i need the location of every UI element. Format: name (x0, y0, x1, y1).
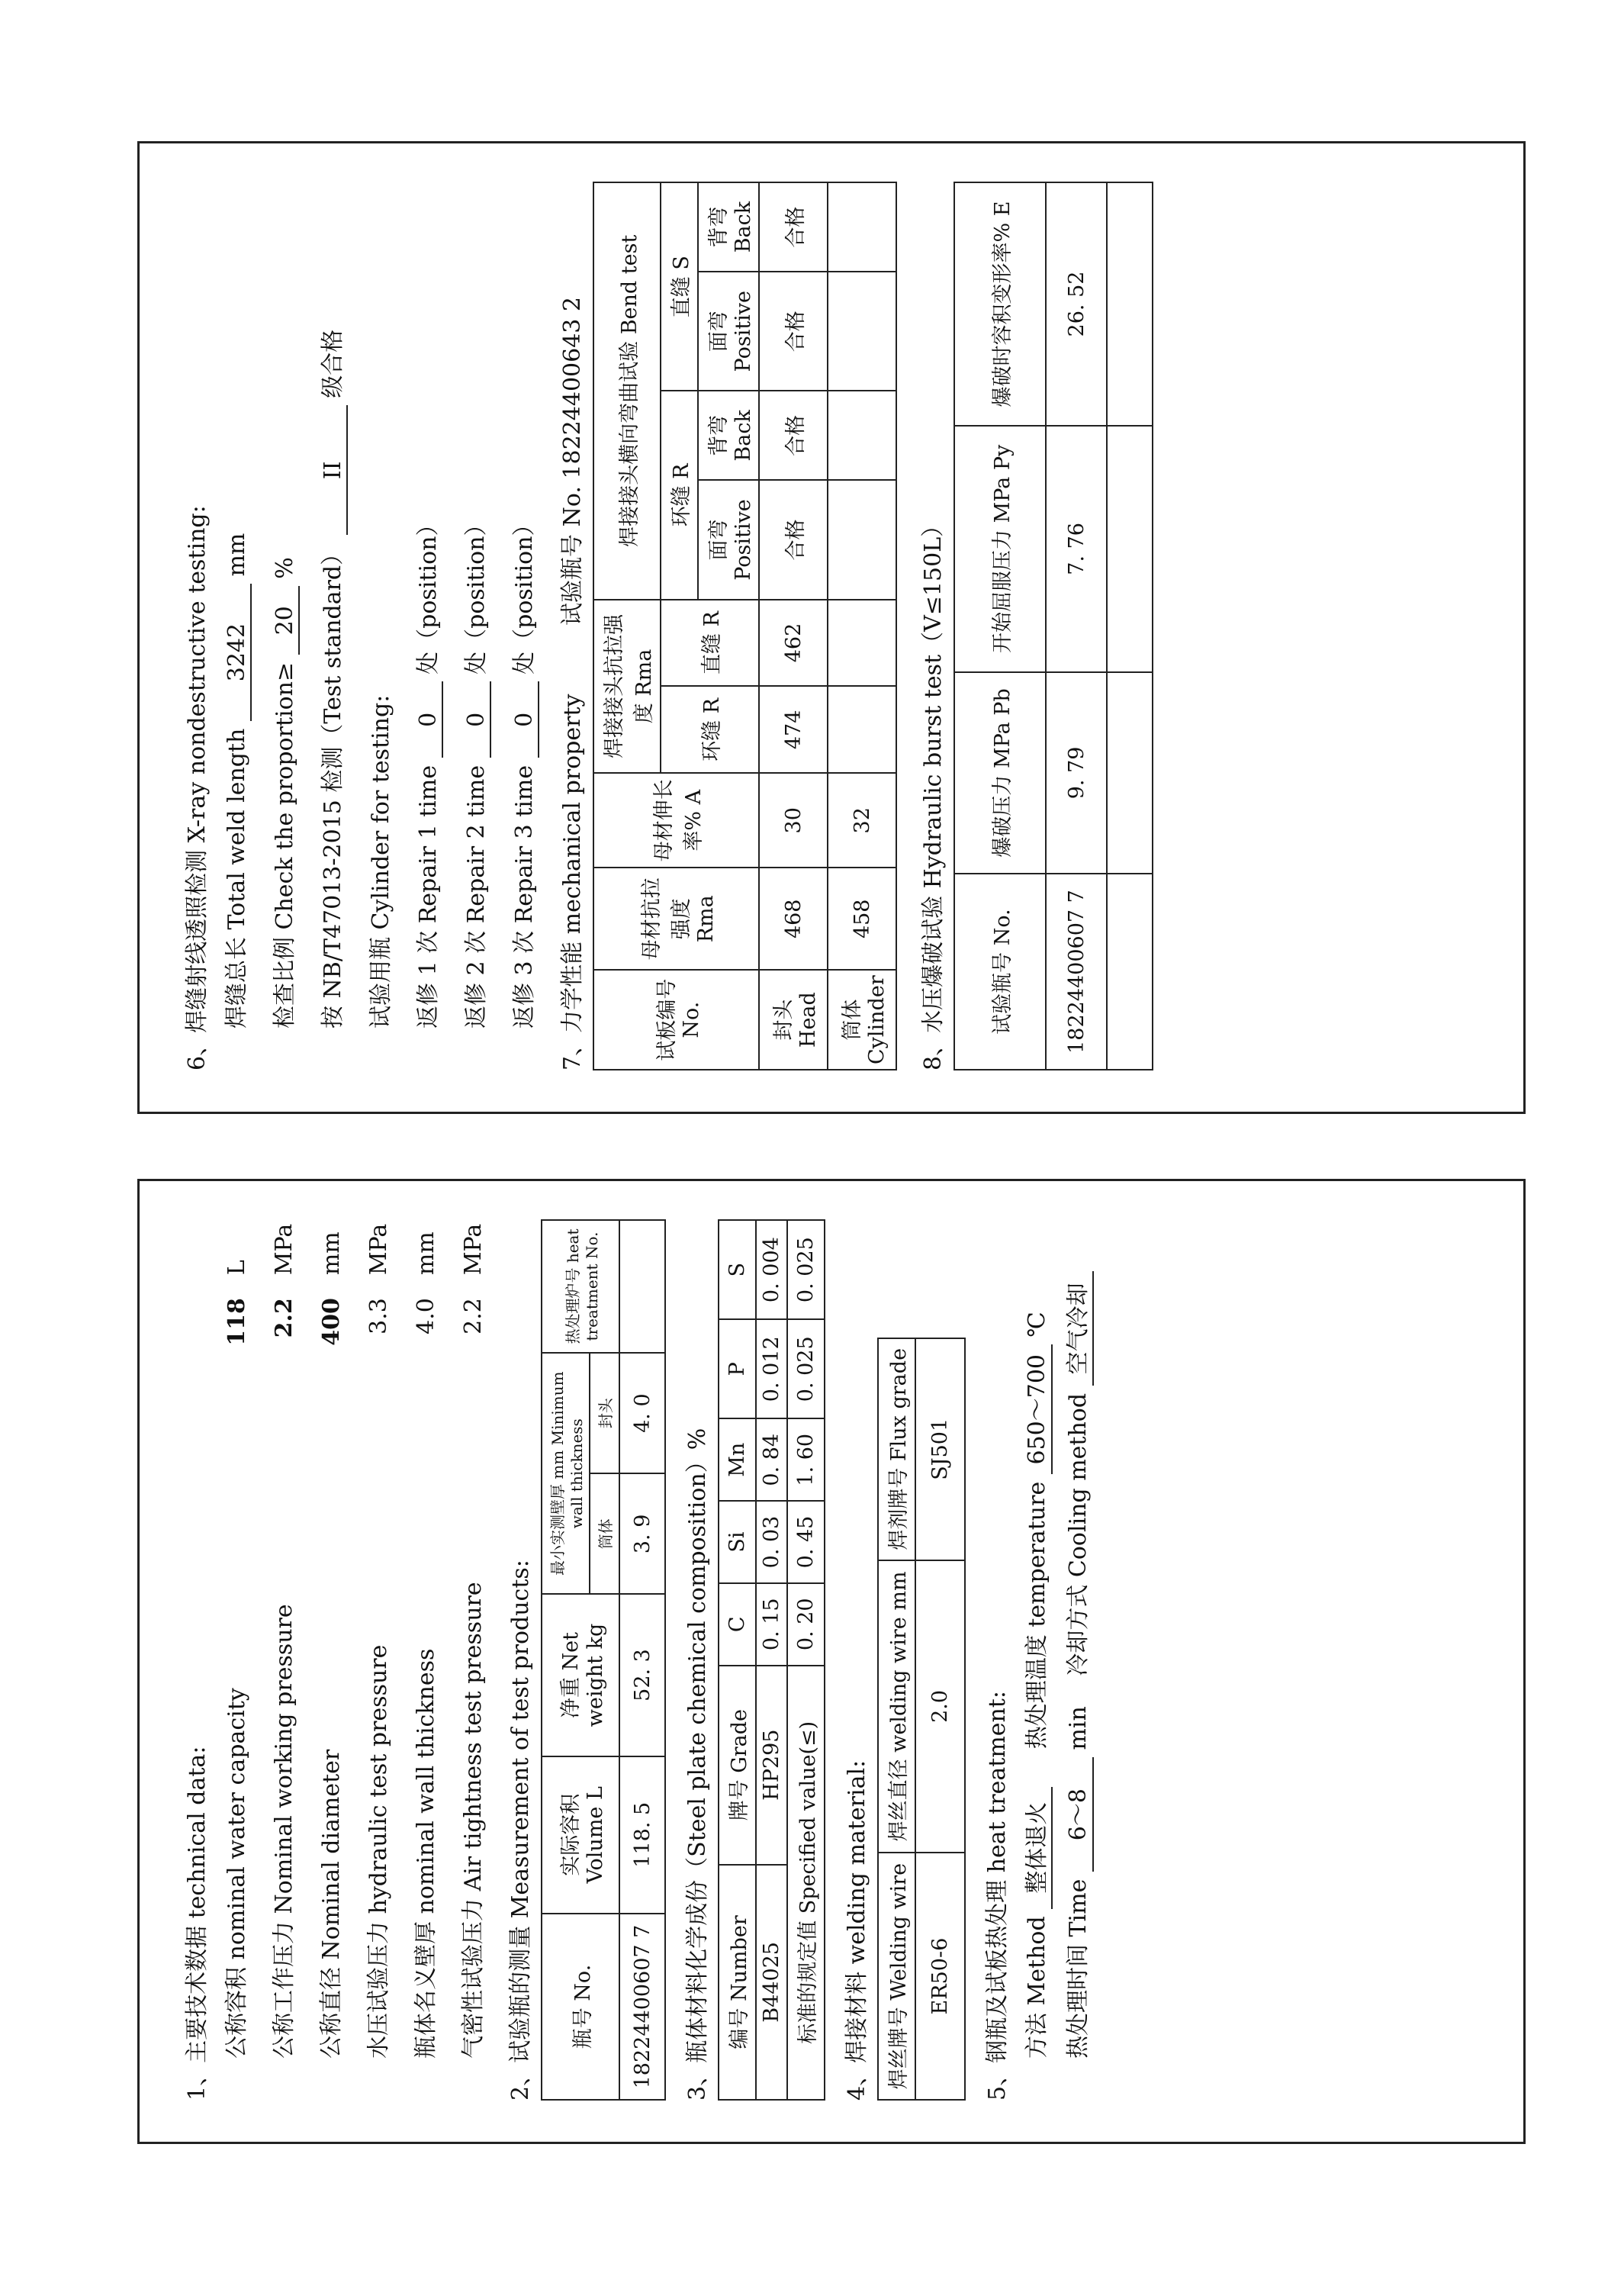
tech-item (312, 1219, 346, 2059)
header-welding-wire: 焊丝牌号 Welding wire (878, 1853, 915, 2100)
header-yield-pressure: 开始屈服压力 MPa Py (954, 426, 1046, 672)
section-5-title: 5、钢瓶及试板热处理 heat treatment: (984, 1691, 1011, 2101)
weld-length-label: 焊缝总长 Total weld length (224, 728, 250, 1029)
tech-item (407, 1219, 440, 2059)
tech-item-unit: MPa (365, 1223, 392, 1276)
test-cylinder-no: 试验瓶号 No. 18224400643 2 (559, 296, 586, 626)
header-flux-grade: 焊剂牌号 Flux grade (878, 1338, 915, 1560)
cell-rma: 468 (759, 868, 828, 970)
proportion-unit: % (272, 557, 298, 579)
cell-volume-deformation: 26. 52 (1046, 182, 1107, 426)
cell-head-thickness: 4. 0 (619, 1353, 665, 1473)
table-row (787, 1220, 825, 2100)
standard-line (314, 182, 348, 1029)
welding-material-table (877, 1338, 966, 2101)
repair-value: 0 (463, 681, 491, 758)
header-base-a: 母材伸长率% A (593, 773, 759, 868)
cell-welding-wire: ER50-6 (915, 1853, 965, 2100)
header-base-rma: 母材抗拉强度 Rma (593, 868, 759, 970)
cell-spec-label: 标准的规定值 Specified value(≤) (787, 1666, 825, 2100)
table-row (1046, 182, 1107, 1070)
tech-item (217, 1219, 251, 2059)
header-volume: 实际容积 Volume L (542, 1756, 619, 1914)
cool-value: 空气冷却 (1059, 1271, 1094, 1386)
tech-item-value: 2.2 (271, 1298, 297, 1338)
tech-item-label: 公称容积 nominal water capacity (224, 1688, 250, 2059)
method-value: 整体退火 (1018, 1787, 1053, 1909)
cell-straight (828, 600, 896, 687)
cell-burst-pressure: 9. 79 (1046, 672, 1107, 874)
chemical-composition-table (718, 1219, 825, 2101)
header-back-bend: 背弯 Back (698, 182, 759, 272)
header-weld-tensile: 焊接接头抗拉强度 Rma (593, 600, 661, 774)
bottom-panel-content (140, 1181, 1526, 2144)
heat-time-line (1059, 1219, 1094, 2059)
header-bend-test: 焊接接头横向弯曲试验 Bend test (593, 182, 661, 600)
cell-ring (828, 686, 896, 773)
cell-ring-face: 合格 (759, 480, 828, 599)
header-cylinder-body: 筒体 (590, 1473, 619, 1594)
cell-a: 32 (828, 773, 896, 868)
header-test-no: 试验瓶号 No. (954, 874, 1046, 1070)
header-heat-treatment-no: 热处理炉号 heat treatment No. (542, 1220, 619, 1353)
cell-ring-back (828, 391, 896, 480)
cell-mn: 0. 84 (756, 1418, 787, 1501)
mechanical-property-table (593, 182, 897, 1070)
header-straight-seam: 直缝 R (661, 600, 759, 687)
header-head: 封头 (590, 1353, 619, 1473)
header-p: P (719, 1319, 756, 1418)
header-board-no: 试板编号 No. (593, 970, 759, 1070)
cell-rma: 458 (828, 868, 896, 970)
heat-method-line (1018, 1219, 1053, 2059)
cell-cylinder-thickness: 3. 9 (619, 1473, 665, 1594)
tech-item-value: 118 (224, 1298, 250, 1346)
section-4-title: 4、焊接材料 welding material: (844, 1759, 870, 2101)
header-ring-seam: 环缝 R (661, 686, 759, 773)
burst-test-table (953, 182, 1153, 1070)
tech-item-label: 气密性试验压力 Air tightness test pressure (460, 1582, 487, 2059)
proportion-line (265, 182, 300, 1029)
section-8-title: 8、水压爆破试验 Hydraulic burst test（V≤150L） (920, 513, 947, 1070)
tech-item-value: 2.2 (460, 1298, 487, 1334)
cell-spec-p: 0. 025 (787, 1319, 825, 1418)
temp-value: 650～700 (1018, 1344, 1053, 1474)
tech-item-unit: MPa (271, 1223, 297, 1276)
header-net-weight: 净重 Net weight kg (542, 1594, 619, 1756)
cell-c: 0. 15 (756, 1583, 787, 1666)
repair-value: 0 (511, 681, 539, 758)
header-bend-ring: 环缝 R (661, 391, 698, 599)
weld-length-value: 3242 (224, 584, 252, 721)
header-cylinder-no: 瓶号 No. (542, 1914, 619, 2100)
repair-line-1 (409, 182, 443, 1029)
table-row (1107, 182, 1153, 1070)
header-number: 编号 Number (719, 1865, 756, 2100)
top-panel-content (140, 143, 1526, 1114)
tech-item-value: 400 (318, 1298, 345, 1346)
cell-p: 0. 012 (756, 1319, 787, 1418)
tech-item-label: 水压试验压力 hydraulic test pressure (365, 1644, 392, 2059)
time-label: 热处理时间 Time (1065, 1879, 1092, 2059)
tech-item-label: 公称直径 Nominal diameter (318, 1749, 345, 2059)
bottom-panel (137, 1179, 1526, 2144)
weld-length-unit: mm (224, 533, 250, 577)
tech-item (265, 1219, 298, 2059)
tech-item-label: 公称工作压力 Nominal working pressure (271, 1604, 297, 2059)
header-back-bend: 背弯 Back (698, 391, 759, 480)
repair-value: 0 (415, 681, 443, 758)
cell-cylinder-no: 18224400607 7 (619, 1914, 665, 2100)
tech-item-value: 4.0 (413, 1298, 439, 1334)
cell-ring-back: 合格 (759, 391, 828, 480)
measurement-table (541, 1219, 666, 2101)
cell-ring-face (828, 480, 896, 599)
header-grade: 牌号 Grade (719, 1666, 756, 1865)
cell-number: B44025 (756, 1865, 787, 2100)
temp-label: 热处理温度 temperature (1024, 1481, 1050, 1750)
header-face-bend: 面弯 Positive (698, 272, 759, 391)
repair-suffix: 处（position） (463, 513, 490, 674)
cell-net-weight: 52. 3 (619, 1594, 665, 1756)
temp-unit: ℃ (1024, 1312, 1050, 1338)
cell-ring: 474 (759, 686, 828, 773)
repair-line-3 (505, 182, 539, 1029)
time-value: 6～8 (1059, 1757, 1094, 1872)
tech-item (454, 1219, 487, 2059)
header-s: S (719, 1220, 756, 1319)
method-label: 方法 Method (1024, 1916, 1050, 2059)
cell-spec-s: 0. 025 (787, 1220, 825, 1319)
cell-test-no: 18224400607 7 (1046, 874, 1107, 1070)
table-row (828, 182, 896, 1070)
repair-suffix: 处（position） (415, 513, 442, 674)
proportion-value: 20 (272, 586, 300, 655)
cell-straight: 462 (759, 600, 828, 687)
section-7-title-line (553, 182, 587, 1070)
table-row (756, 1220, 787, 2100)
top-panel (137, 141, 1526, 1114)
header-wire-diameter: 焊丝直径 welding wire mm (878, 1560, 915, 1853)
section-1-title: 1、主要技术数据 technical data: (184, 1746, 211, 2101)
repair-label: 返修 1 次 Repair 1 time (415, 765, 442, 1029)
section-3-title: 3、瓶体材料化学成份（Steel plate chemical composition）% (684, 1428, 711, 2101)
standard-label: 按 NB/T47013-2015 检测（Test standard） (320, 542, 346, 1029)
tech-item-value: 3.3 (365, 1298, 392, 1334)
section-6-title: 6、焊缝射线透照检测 X-ray nondestructive testing: (184, 505, 211, 1070)
cell-volume: 118. 5 (619, 1756, 665, 1914)
header-face-bend: 面弯 Positive (698, 480, 759, 599)
cell-yield-pressure: 7. 76 (1046, 426, 1107, 672)
cell-grade: HP295 (756, 1666, 787, 1865)
cell-a: 30 (759, 773, 828, 868)
cell-straight-back: 合格 (759, 182, 828, 272)
repair-label: 返修 2 次 Repair 2 time (463, 765, 490, 1029)
cylinder-testing-label: 试验用瓶 Cylinder for testing: (368, 694, 394, 1029)
repair-suffix: 处（position） (511, 513, 538, 674)
standard-value: II (320, 405, 348, 535)
cell-spec-si: 0. 45 (787, 1501, 825, 1583)
cell-wire-diameter: 2.0 (915, 1560, 965, 1853)
cell-flux-grade: SJ501 (915, 1338, 965, 1560)
time-unit: min (1065, 1706, 1092, 1750)
cell-spec-mn: 1. 60 (787, 1418, 825, 1501)
header-volume-deformation: 爆破时容积变形率% E (954, 182, 1046, 426)
cell-straight-face (828, 272, 896, 391)
repair-label: 返修 3 次 Repair 3 time (511, 765, 538, 1029)
cell-heat-no (619, 1220, 665, 1353)
tech-item-label: 瓶体名义壁厚 nominal wall thickness (413, 1648, 439, 2059)
cell-straight-face: 合格 (759, 272, 828, 391)
table-row (915, 1338, 965, 2100)
weld-length-line (217, 182, 252, 1029)
header-mn: Mn (719, 1418, 756, 1501)
table-row (619, 1220, 665, 2100)
repair-line-2 (457, 182, 491, 1029)
tech-item-unit: MPa (460, 1223, 487, 1276)
header-si: Si (719, 1501, 756, 1583)
tech-item-unit: mm (318, 1231, 345, 1276)
section-2-title: 2、试验瓶的测量 Measurement of test products: (507, 1560, 534, 2101)
cell-board: 筒体 Cylinder (828, 970, 896, 1070)
cell-straight-back (828, 182, 896, 272)
cell-spec-c: 0. 20 (787, 1583, 825, 1666)
header-min-thickness: 最小实测壁厚 mm Minimum wall thickness (542, 1353, 590, 1594)
header-bend-straight: 直缝 S (661, 182, 698, 391)
standard-suffix: 级合格 (320, 329, 346, 398)
section-7-title: 7、力学性能 mechanical property (559, 694, 586, 1070)
cell-board: 封头 Head (759, 970, 828, 1070)
proportion-label: 检查比例 Check the proportion≥ (272, 662, 298, 1029)
tech-item-unit: L (224, 1260, 250, 1276)
header-c: C (719, 1583, 756, 1666)
tech-item (359, 1219, 393, 2059)
cool-label: 冷却方式 Cooling method (1065, 1392, 1092, 1676)
table-row (759, 182, 828, 1070)
cell-si: 0. 03 (756, 1501, 787, 1583)
tech-item-unit: mm (413, 1231, 439, 1276)
header-burst-pressure: 爆破压力 MPa Pb (954, 672, 1046, 874)
cell-s: 0. 004 (756, 1220, 787, 1319)
